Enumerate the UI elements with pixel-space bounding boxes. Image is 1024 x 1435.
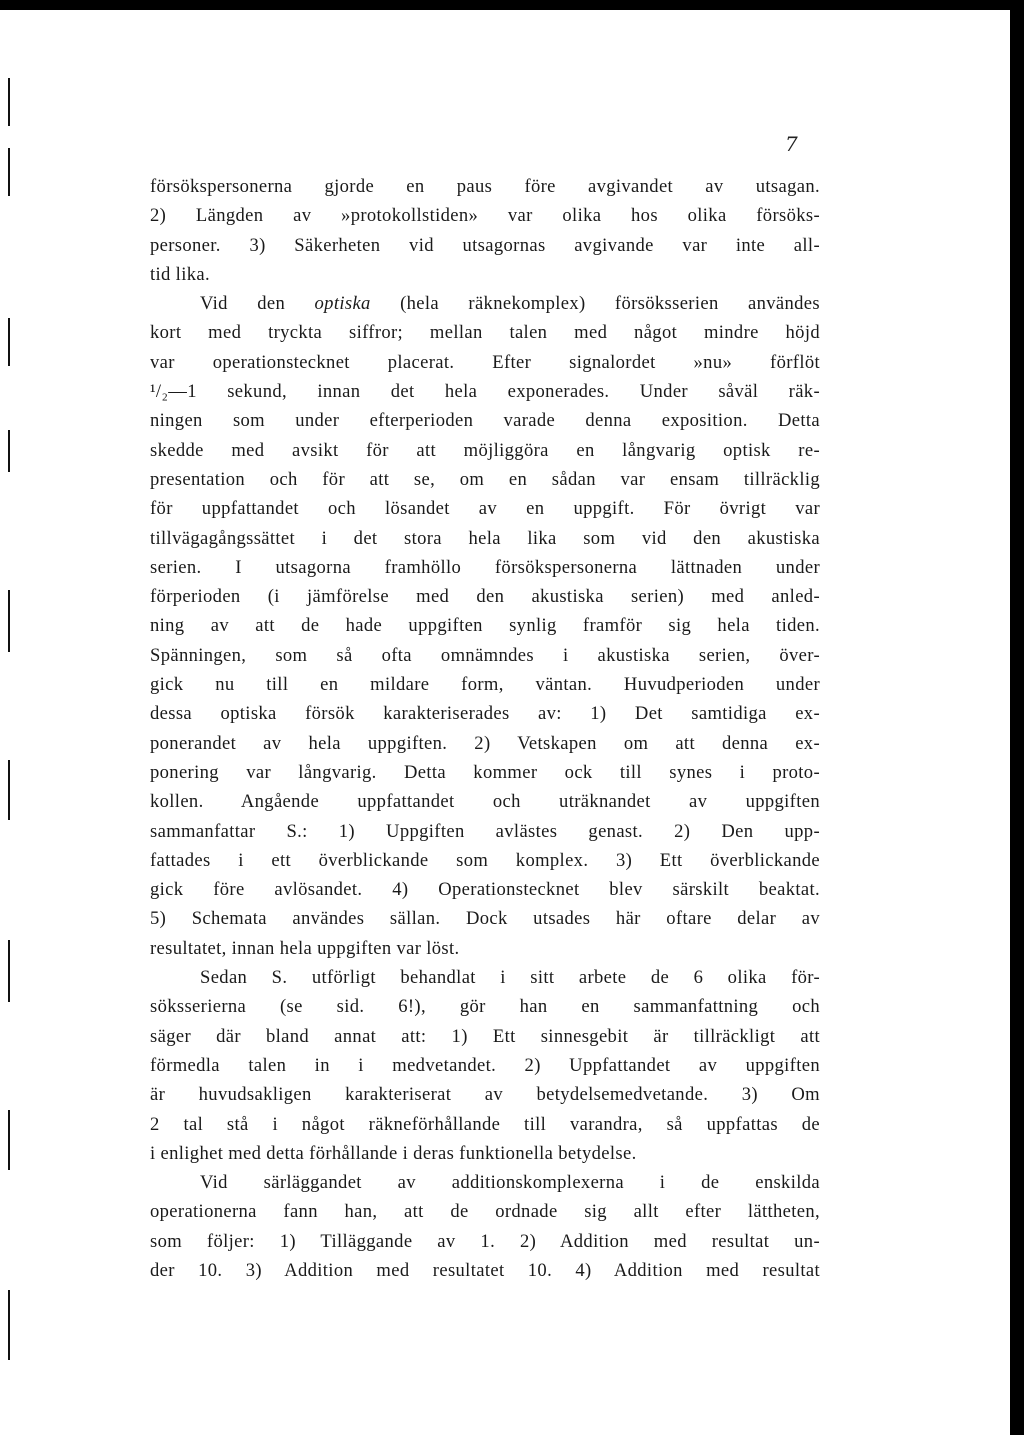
text-line: är huvudsakligen karakteriserat av betydelsemedvetande. 3) Om bbox=[150, 1084, 820, 1106]
text-line: säger där bland annat att: 1) Ett sinnesgebit är tillräckligt att bbox=[150, 1025, 820, 1047]
margin-mark bbox=[8, 1290, 10, 1360]
text-line: för uppfattandet och lösandet av en uppgift. För övrigt var bbox=[150, 498, 820, 520]
text-line: presentation och för att se, om en sådan var ensam tillräcklig bbox=[150, 468, 820, 490]
margin-mark bbox=[8, 148, 10, 196]
text-line: söksserierna (se sid. 6!), gör han en sammanfattning och bbox=[150, 996, 820, 1018]
text-line: operationerna fann han, att de ordnade sig allt efter lättheten, bbox=[150, 1201, 820, 1223]
text-line: tid lika. bbox=[150, 263, 210, 285]
text-line: 2) Längden av »protokollstiden» var olika hos olika försöks- bbox=[150, 205, 820, 227]
text-line: Spänningen, som så ofta omnämndes i akustiska serien, över- bbox=[150, 644, 820, 666]
margin-mark bbox=[8, 1110, 10, 1170]
margin-mark bbox=[8, 590, 10, 652]
text-line: kollen. Angående uppfattandet och uträknandet av uppgiften bbox=[150, 791, 820, 813]
text-line: dessa optiska försök karakteriserades av: 1) Det samtidiga ex- bbox=[150, 703, 820, 725]
text-line: ning av att de hade uppgiften synlig framför sig hela tiden. bbox=[150, 615, 820, 637]
text-line: ponering var långvarig. Detta kommer ock till synes i proto- bbox=[150, 761, 820, 783]
text-line: gick nu till en mildare form, väntan. Huvudperioden under bbox=[150, 674, 820, 696]
text-line: fattades i ett överblickande som komplex. 3) Ett överblickande bbox=[150, 849, 820, 871]
margin-mark bbox=[8, 78, 10, 126]
text-line: ponerandet av hela uppgiften. 2) Vetskapen om att denna ex- bbox=[150, 732, 820, 754]
text-line: förmedla talen in i medvetandet. 2) Uppfattandet av uppgiften bbox=[150, 1054, 820, 1076]
text-line: kort med tryckta siffror; mellan talen med något mindre höjd bbox=[150, 322, 820, 344]
text-line: tillvägagångssättet i det stora hela lika som vid den akustiska bbox=[150, 527, 820, 549]
text-line: der 10. 3) Addition med resultatet 10. 4) Addition med resultat bbox=[150, 1259, 820, 1281]
margin-mark bbox=[8, 940, 10, 1002]
text-line: Vid den optiska (hela räknekomplex) försöksserien användes bbox=[200, 293, 820, 315]
text-line: i enlighet med detta förhållande i deras funktionella betydelse. bbox=[150, 1142, 637, 1164]
text-line: resultatet, innan hela uppgiften var löst. bbox=[150, 937, 460, 959]
top-edge-thin bbox=[875, 10, 1010, 12]
body-text bbox=[150, 172, 820, 1285]
text-line: Sedan S. utförligt behandlat i sitt arbete de 6 olika för- bbox=[200, 967, 820, 989]
text-line: Vid särläggandet av additionskomplexerna i de enskilda bbox=[200, 1172, 820, 1194]
text-line: gick före avlösandet. 4) Operationstecknet blev särskilt beaktat. bbox=[150, 879, 820, 901]
text-line: 5) Schemata användes sällan. Dock utsades här oftare delar av bbox=[150, 908, 820, 930]
text-line: ¹/₂—1 sekund, innan det hela exponerades. Under såväl räk- bbox=[150, 381, 820, 403]
text-line: skedde med avsikt för att möjliggöra en långvarig optisk re- bbox=[150, 439, 820, 461]
text-line: förperioden (i jämförelse med den akustiska serien) med anled- bbox=[150, 586, 820, 608]
text-line: ningen som under efterperioden varade denna exposition. Detta bbox=[150, 410, 820, 432]
text-line: 2 tal stå i något räkneförhållande till varandra, så uppfattas de bbox=[150, 1113, 820, 1135]
margin-mark bbox=[8, 430, 10, 472]
text-line: sammanfattar S.: 1) Uppgiften avlästes genast. 2) Den upp- bbox=[150, 820, 820, 842]
page-number: 7 bbox=[785, 132, 798, 156]
text-line: var operationstecknet placerat. Efter signalordet »nu» förflöt bbox=[150, 351, 820, 373]
margin-mark bbox=[8, 760, 10, 820]
text-line: personer. 3) Säkerheten vid utsagornas avgivande var inte all- bbox=[150, 234, 820, 256]
text-line: försökspersonerna gjorde en paus före avgivandet av utsagan. bbox=[150, 176, 820, 197]
margin-mark bbox=[8, 318, 10, 366]
text-line: som följer: 1) Tilläggande av 1. 2) Addition med resultat un- bbox=[150, 1230, 820, 1252]
top-edge bbox=[0, 10, 875, 22]
text-line: serien. I utsagorna framhöllo försökspersonerna lättnaden under bbox=[150, 556, 820, 578]
